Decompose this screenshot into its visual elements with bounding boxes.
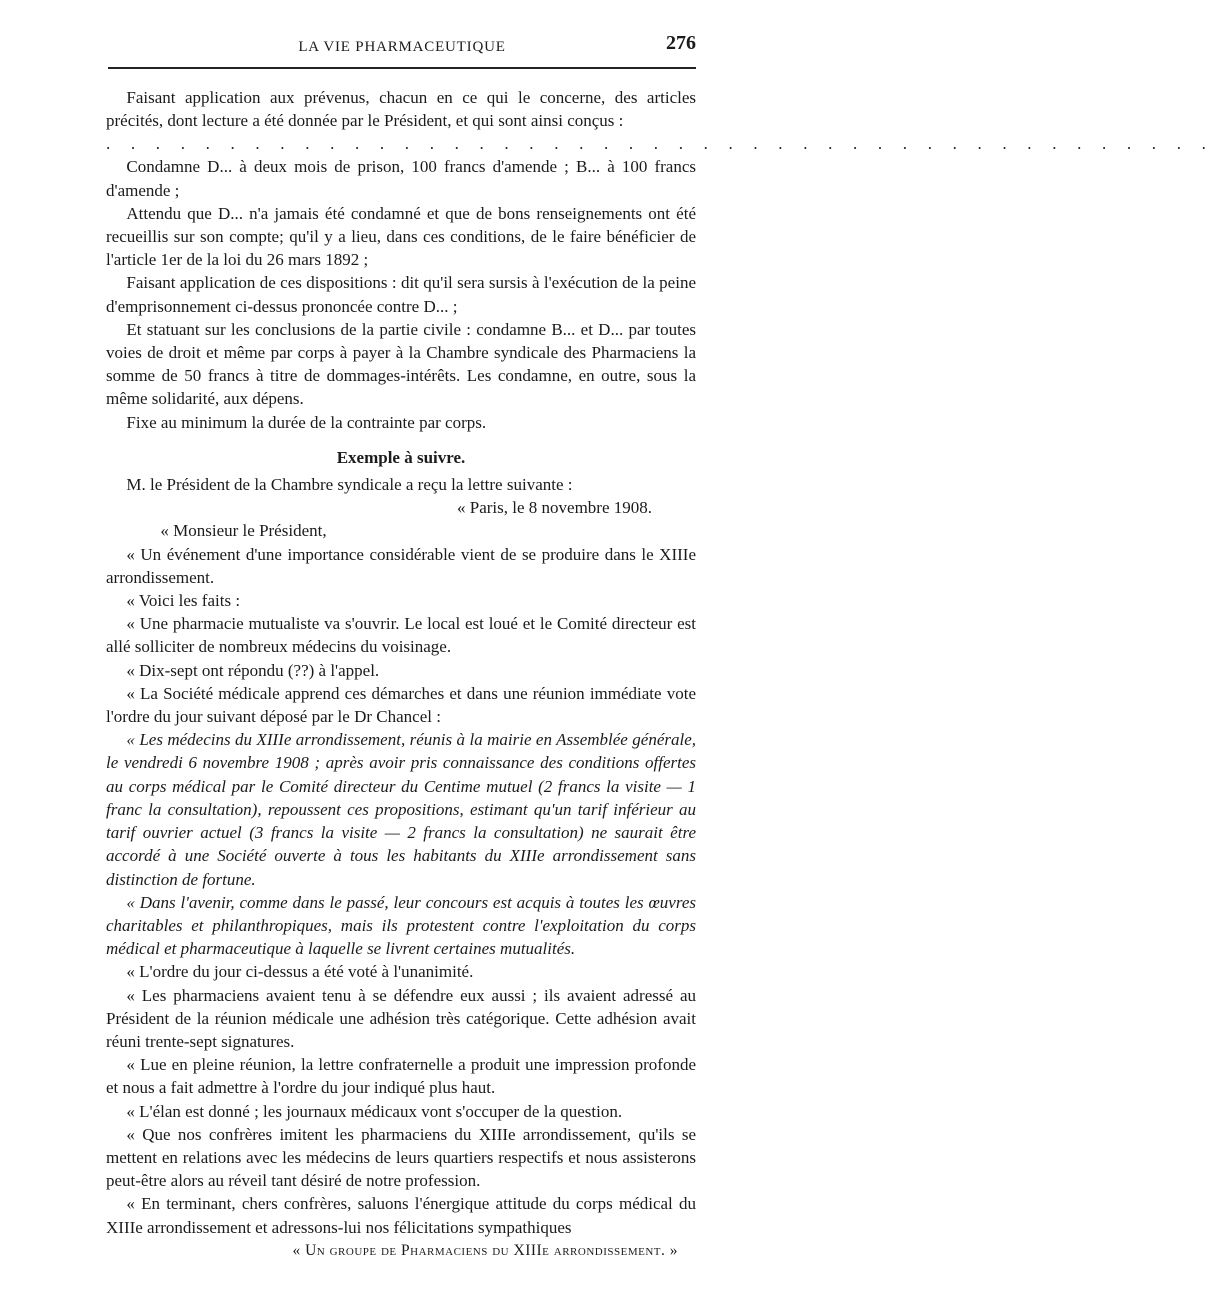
page-header [108,32,696,62]
running-title: LA VIE PHARMACEUTIQUE [298,39,506,55]
letter-signature: « Un groupe de Pharmaciens du XIIIe arrondissement. » [292,1241,678,1259]
paragraph: Fixe au minimum la durée de la contrainte par corps. [126,412,487,432]
section-heading: Exemple à suivre. [336,447,466,467]
paragraph: Attendu que D... n'a jamais été condamné et que de bons renseignements ont été recueillis sur son compte; qu'il y a lieu, dans ces conditions, de le faire bénéficier de l'article 1er de la loi du 26 mars 1892 ; [106,203,696,270]
body-text [106,86,1214,1262]
letter-paragraph: « Dix-sept ont répondu (??) à l'appel. [126,660,380,680]
letter-quoted-resolution [106,891,696,961]
letter-paragraph: « L'ordre du jour ci-dessus a été voté à l'unanimité. [126,962,474,982]
letter-paragraph: « Une pharmacie mutualiste va s'ouvrir. Le local est loué et le Comité directeur est allé solliciter de nombreux médecins du voisinage. [106,614,696,657]
letter-salutation: « Monsieur le Président, [160,521,327,541]
paragraph: Et statuant sur les conclusions de la partie civile : condamne B... et D... par toutes voies de droit et même par corps à payer à la Chambre syndicale des Pharmaciens la somme de 50 francs à titre de dommages-intérêts. Les condamne, en outre, sous la même solidarité, aux dépens. [106,319,696,409]
resolution-text: « Les médecins du XIIIe arrondissement, réunis à la mairie en Assemblée générale, le vendredi 6 novembre 1908 ; après avoir pris connaissance des conditions offertes au corps médical par le Comité directeur du Centime mutuel (2 francs la visite — 1 franc la consultation), repoussent ces propositions, estimant qu'un tarif inférieur au tarif ouvrier actuel (3 francs la visite — 2 francs la consultation) ne saurait être accordé à une Société ouverte à tous les habitants du XIIIe arrondissement sans distinction de fortune. [106,730,696,889]
letter-paragraph: « Voici les faits : [126,591,241,611]
letter-paragraph: « En terminant, chers confrères, saluons l'énergique attitude du corps médical du XIIIe arrondissement et adressons-lui nos félicitations sympathiques [106,1194,696,1237]
letter-quoted-resolution [106,728,696,890]
letter-paragraph: « Lue en pleine réunion, la lettre confraternelle a produit une impression profonde et nous a fait admettre à l'ordre du jour indiqué plus haut. [106,1055,696,1098]
letter-paragraph: « Les pharmaciens avaient tenu à se défendre eux aussi ; ils avaient adressé au Président de la réunion médicale une adhésion très catégorique. Cette adhésion avait réuni trente-sept signatures. [106,985,696,1051]
letter-dateline: « Paris, le 8 novembre 1908. [457,498,652,518]
section-intro: M. le Président de la Chambre syndicale a reçu la lettre suivante : [126,475,573,495]
ellipsis-line: . . . . . . . . . . . . . . . . . . . . . . . . . . . . . . . . . . . . . . . . . . . . . [106,134,1214,154]
resolution-text: « Dans l'avenir, comme dans le passé, leur concours est acquis à toutes les œuvres charitables et philanthropiques, mais ils protestent contre l'exploitation du corps médical et pharmaceutique à laquelle se livrent certaines mutualités. [106,892,696,959]
paragraph: Faisant application de ces dispositions : dit qu'il sera sursis à l'exécution de la peine d'emprisonnement ci-dessus prononcée contre D... ; [106,273,696,316]
page-number: 276 [666,32,696,54]
letter-paragraph: « L'élan est donné ; les journaux médicaux vont s'occuper de la question. [126,1101,623,1121]
paragraph: Faisant application aux prévenus, chacun en ce qui le concerne, des articles précités, dont lecture a été donnée par le Président, et qui sont ainsi conçus : [106,88,696,131]
paragraph: Condamne D... à deux mois de prison, 100 francs d'amende ; B... à 100 francs d'amende ; [106,157,696,200]
letter-paragraph: « Que nos confrères imitent les pharmaciens du XIIIe arrondissement, qu'ils se mettent en relations avec les médecins de leurs quartiers respectifs et nous assisterons peut-être alors au réveil tant désiré de notre profession. [106,1124,696,1191]
header-rule [108,67,696,69]
letter-paragraph: « La Société médicale apprend ces démarches et dans une réunion immédiate vote l'ordre du jour suivant déposé par le Dr Chancel : [106,683,696,727]
letter-paragraph: « Un événement d'une importance considérable vient de se produire dans le XIIIe arrondissement. [106,544,696,587]
